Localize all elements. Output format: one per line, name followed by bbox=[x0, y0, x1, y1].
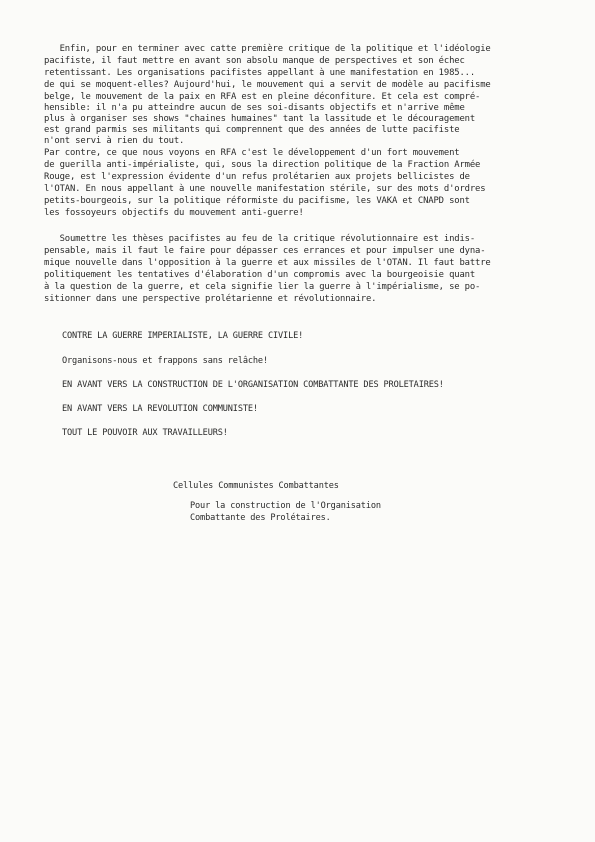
text-line: petits-bourgeois, sur la politique réformiste du pacifisme, les VAKA et CNAPD sont bbox=[44, 196, 470, 206]
slogan: EN AVANT VERS LA REVOLUTION COMMUNISTE! bbox=[62, 404, 258, 414]
text-line: sitionner dans une perspective prolétarienne et révolutionnaire. bbox=[44, 294, 377, 304]
text-line: hensible: il n'a pu atteindre aucun de ses soi-disants objectifs et n'arrive même bbox=[44, 103, 465, 113]
text-line: de guerilla anti-impérialiste, qui, sous la direction politique de la Fraction Armée bbox=[44, 160, 481, 170]
text-line: n'ont servi à rien du tout. bbox=[44, 136, 185, 146]
text-line: Soumettre les thèses pacifistes au feu de la critique révolutionnaire est indis- bbox=[44, 234, 476, 244]
signature-motto-line: Combattante des Prolétaires. bbox=[190, 513, 331, 523]
text-line: est grand parmis ses militants qui comprennent que des années de lutte pacifiste bbox=[44, 125, 460, 135]
signature-organization: Cellules Communistes Combattantes bbox=[173, 481, 339, 491]
text-line: retentissant. Les organisations pacifistes appellant à une manifestation en 1985... bbox=[44, 68, 476, 78]
signature-motto-line: Pour la construction de l'Organisation bbox=[190, 501, 381, 511]
text-line: Enfin, pour en terminer avec catte première critique de la politique et l'idéologie bbox=[44, 44, 491, 54]
text-line: de qui se moquent-elles? Aujourd'hui, le mouvement qui a servit de modèle au pacifisme bbox=[44, 80, 491, 90]
text-line: l'OTAN. En nous appellant à une nouvelle manifestation stérile, sur des mots d'ordres bbox=[44, 184, 486, 194]
text-line: politiquement les tentatives d'élaboration d'un compromis avec la bourgeoisie quant bbox=[44, 270, 476, 280]
text-line: Rouge, est l'expression évidente d'un refus prolétarien aux projets bellicistes de bbox=[44, 172, 470, 182]
text-line: les fossoyeurs objectifs du mouvement anti-guerre! bbox=[44, 208, 304, 218]
slogan: EN AVANT VERS LA CONSTRUCTION DE L'ORGANISATION COMBATTANTE DES PROLETAIRES! bbox=[62, 380, 444, 390]
text-line: Par contre, ce que nous voyons en RFA c'est le développement d'un fort mouvement bbox=[44, 148, 460, 158]
text-line: à la question de la guerre, et cela signifie lier la guerre à l'impérialisme, se po- bbox=[44, 282, 481, 292]
slogan: TOUT LE POUVOIR AUX TRAVAILLEURS! bbox=[62, 428, 228, 438]
text-line: plus à organiser ses shows "chaines humaines" tant la lassitude et le découragement bbox=[44, 114, 476, 124]
text-line: pacifiste, il faut mettre en avant son absolu manque de perspectives et son échec bbox=[44, 56, 465, 66]
text-line: mique nouvelle dans l'opposition à la guerre et aux missiles de l'OTAN. Il faut battre bbox=[44, 258, 491, 268]
slogan: Organisons-nous et frappons sans relâche! bbox=[62, 356, 268, 366]
slogan: CONTRE LA GUERRE IMPERIALISTE, LA GUERRE CIVILE! bbox=[62, 331, 304, 341]
text-line: pensable, mais il faut le faire pour dépasser ces errances et pour impulser une dyna- bbox=[44, 246, 486, 256]
text-line: belge, le mouvement de la paix en RFA est en pleine déconfiture. Et cela est compré- bbox=[44, 92, 481, 102]
